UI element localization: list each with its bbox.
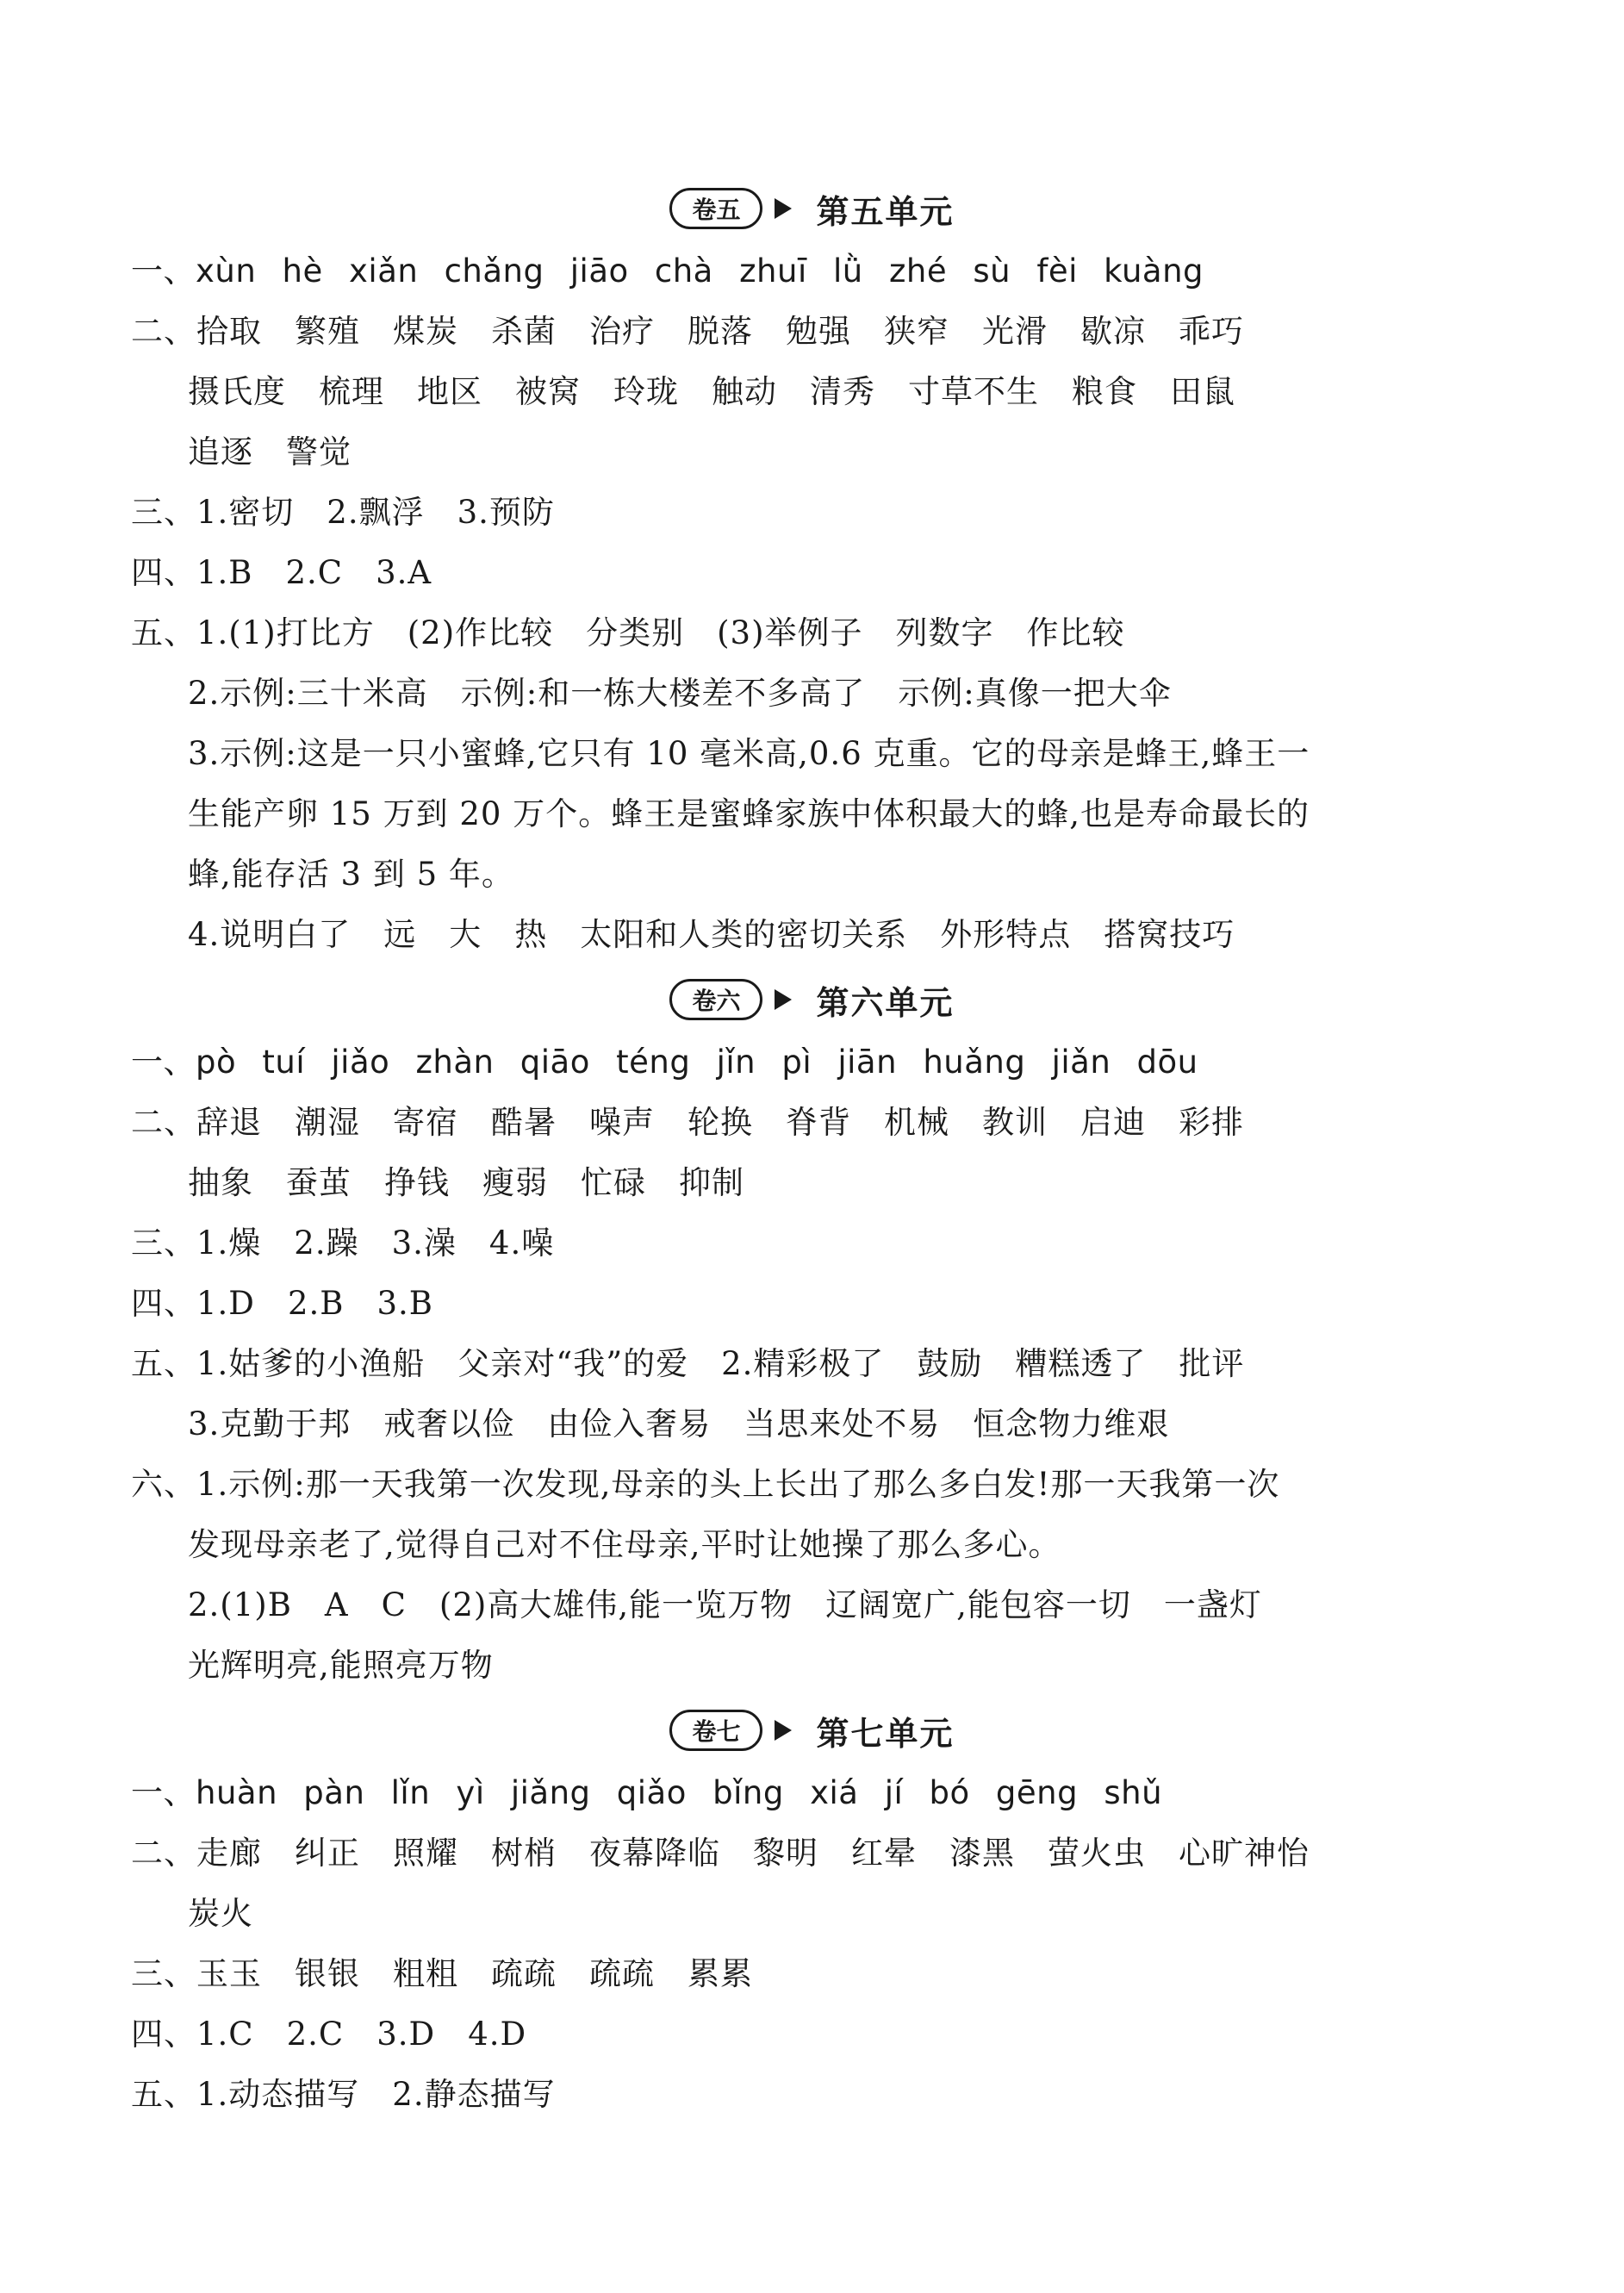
unit5-badge: 卷五: [669, 188, 762, 229]
unit7-title: 第七单元: [816, 1714, 955, 1753]
unit5-q2-line3: 追逐 警觉: [188, 433, 352, 470]
unit6-q2-line2: 抽象 蚕茧 挣钱 瘦弱 忙碌 抑制: [188, 1164, 744, 1201]
unit7-q3: 三、玉玉 银银 粗粗 疏疏 疏疏 累累: [131, 1955, 753, 1992]
unit6-q6-line2: 发现母亲老了,觉得自己对不住母亲,平时让她操了那么多心。: [188, 1526, 1061, 1563]
unit5-q3: 三、1.密切 2.飘浮 3.预防: [131, 494, 555, 531]
unit5-header: [0, 181, 1624, 236]
unit6-badge: 卷六: [669, 979, 762, 1020]
unit5-q5-line6: 4.说明白了 远 大 热 太阳和人类的密切关系 外形特点 搭窝技巧: [188, 916, 1235, 953]
unit5-q2-line1: 二、拾取 繁殖 煤炭 杀菌 治疗 脱落 勉强 狭窄 光滑 歇凉 乖巧: [131, 313, 1244, 350]
unit6-q1: 一、pò tuí jiǎo zhàn qiāo téng jǐn pì jiān huǎng jiǎn dōu: [131, 1044, 1198, 1081]
unit7-q4: 四、1.C 2.C 3.D 4.D: [131, 2016, 527, 2053]
unit6-q5-line2: 3.克勤于邦 戒奢以俭 由俭入奢易 当思来处不易 恒念物力维艰: [188, 1405, 1170, 1442]
unit5-q1: 一、xùn hè xiǎn chǎng jiāo chà zhuī lǜ zhé sù fèi kuàng: [131, 252, 1204, 290]
unit6-q3: 三、1.燥 2.躁 3.澡 4.噪: [131, 1224, 555, 1262]
unit5-title: 第五单元: [816, 192, 955, 231]
unit6-q6-line1: 六、1.示例:那一天我第一次发现,母亲的头上长出了那么多白发!那一天我第一次: [131, 1466, 1280, 1503]
unit7-q2-line2: 炭火: [188, 1895, 253, 1932]
unit7-q2-line1: 二、走廊 纠正 照耀 树梢 夜幕降临 黎明 红晕 漆黑 萤火虫 心旷神怡: [131, 1835, 1310, 1872]
unit7-q1: 一、huàn pàn lǐn yì jiǎng qiǎo bǐng xiá jí bó gēng shǔ: [131, 1774, 1163, 1811]
unit6-title: 第六单元: [816, 983, 955, 1022]
unit5-q5-line3: 3.示例:这是一只小蜜蜂,它只有 10 毫米高,0.6 克重。它的母亲是蜂王,蜂王一: [188, 735, 1310, 772]
unit6-header: [0, 972, 1624, 1027]
unit5-q5-line2: 2.示例:三十米高 示例:和一栋大楼差不多高了 示例:真像一把大伞: [188, 675, 1172, 712]
arrow-right-icon: [775, 989, 792, 1010]
arrow-right-icon: [775, 198, 792, 219]
unit5-q5-line5: 蜂,能存活 3 到 5 年。: [188, 856, 514, 893]
unit6-q6-line4: 光辉明亮,能照亮万物: [188, 1647, 494, 1684]
unit7-q5: 五、1.动态描写 2.静态描写: [131, 2076, 556, 2113]
unit7-header: [0, 1703, 1624, 1758]
unit6-q4: 四、1.D 2.B 3.B: [131, 1285, 433, 1322]
unit5-q5-line4: 生能产卵 15 万到 20 万个。蜂王是蜜蜂家族中体积最大的蜂,也是寿命最长的: [188, 795, 1310, 832]
unit7-badge: 卷七: [669, 1710, 762, 1751]
unit5-q4: 四、1.B 2.C 3.A: [131, 554, 432, 591]
unit5-q5-line1: 五、1.(1)打比方 (2)作比较 分类别 (3)举例子 列数字 作比较: [131, 614, 1125, 651]
unit6-q2-line1: 二、辞退 潮湿 寄宿 酷暑 噪声 轮换 脊背 机械 教训 启迪 彩排: [131, 1104, 1244, 1141]
arrow-right-icon: [775, 1720, 792, 1741]
unit6-q5-line1: 五、1.姑爹的小渔船 父亲对“我”的爱 2.精彩极了 鼓励 糟糕透了 批评: [131, 1345, 1245, 1382]
unit6-q6-line3: 2.(1)B A C (2)高大雄伟,能一览万物 辽阔宽广,能包容一切 一盏灯: [188, 1586, 1262, 1623]
unit5-q2-line2: 摄氏度 梳理 地区 被窝 玲珑 触动 清秀 寸草不生 粮食 田鼠: [188, 373, 1235, 410]
